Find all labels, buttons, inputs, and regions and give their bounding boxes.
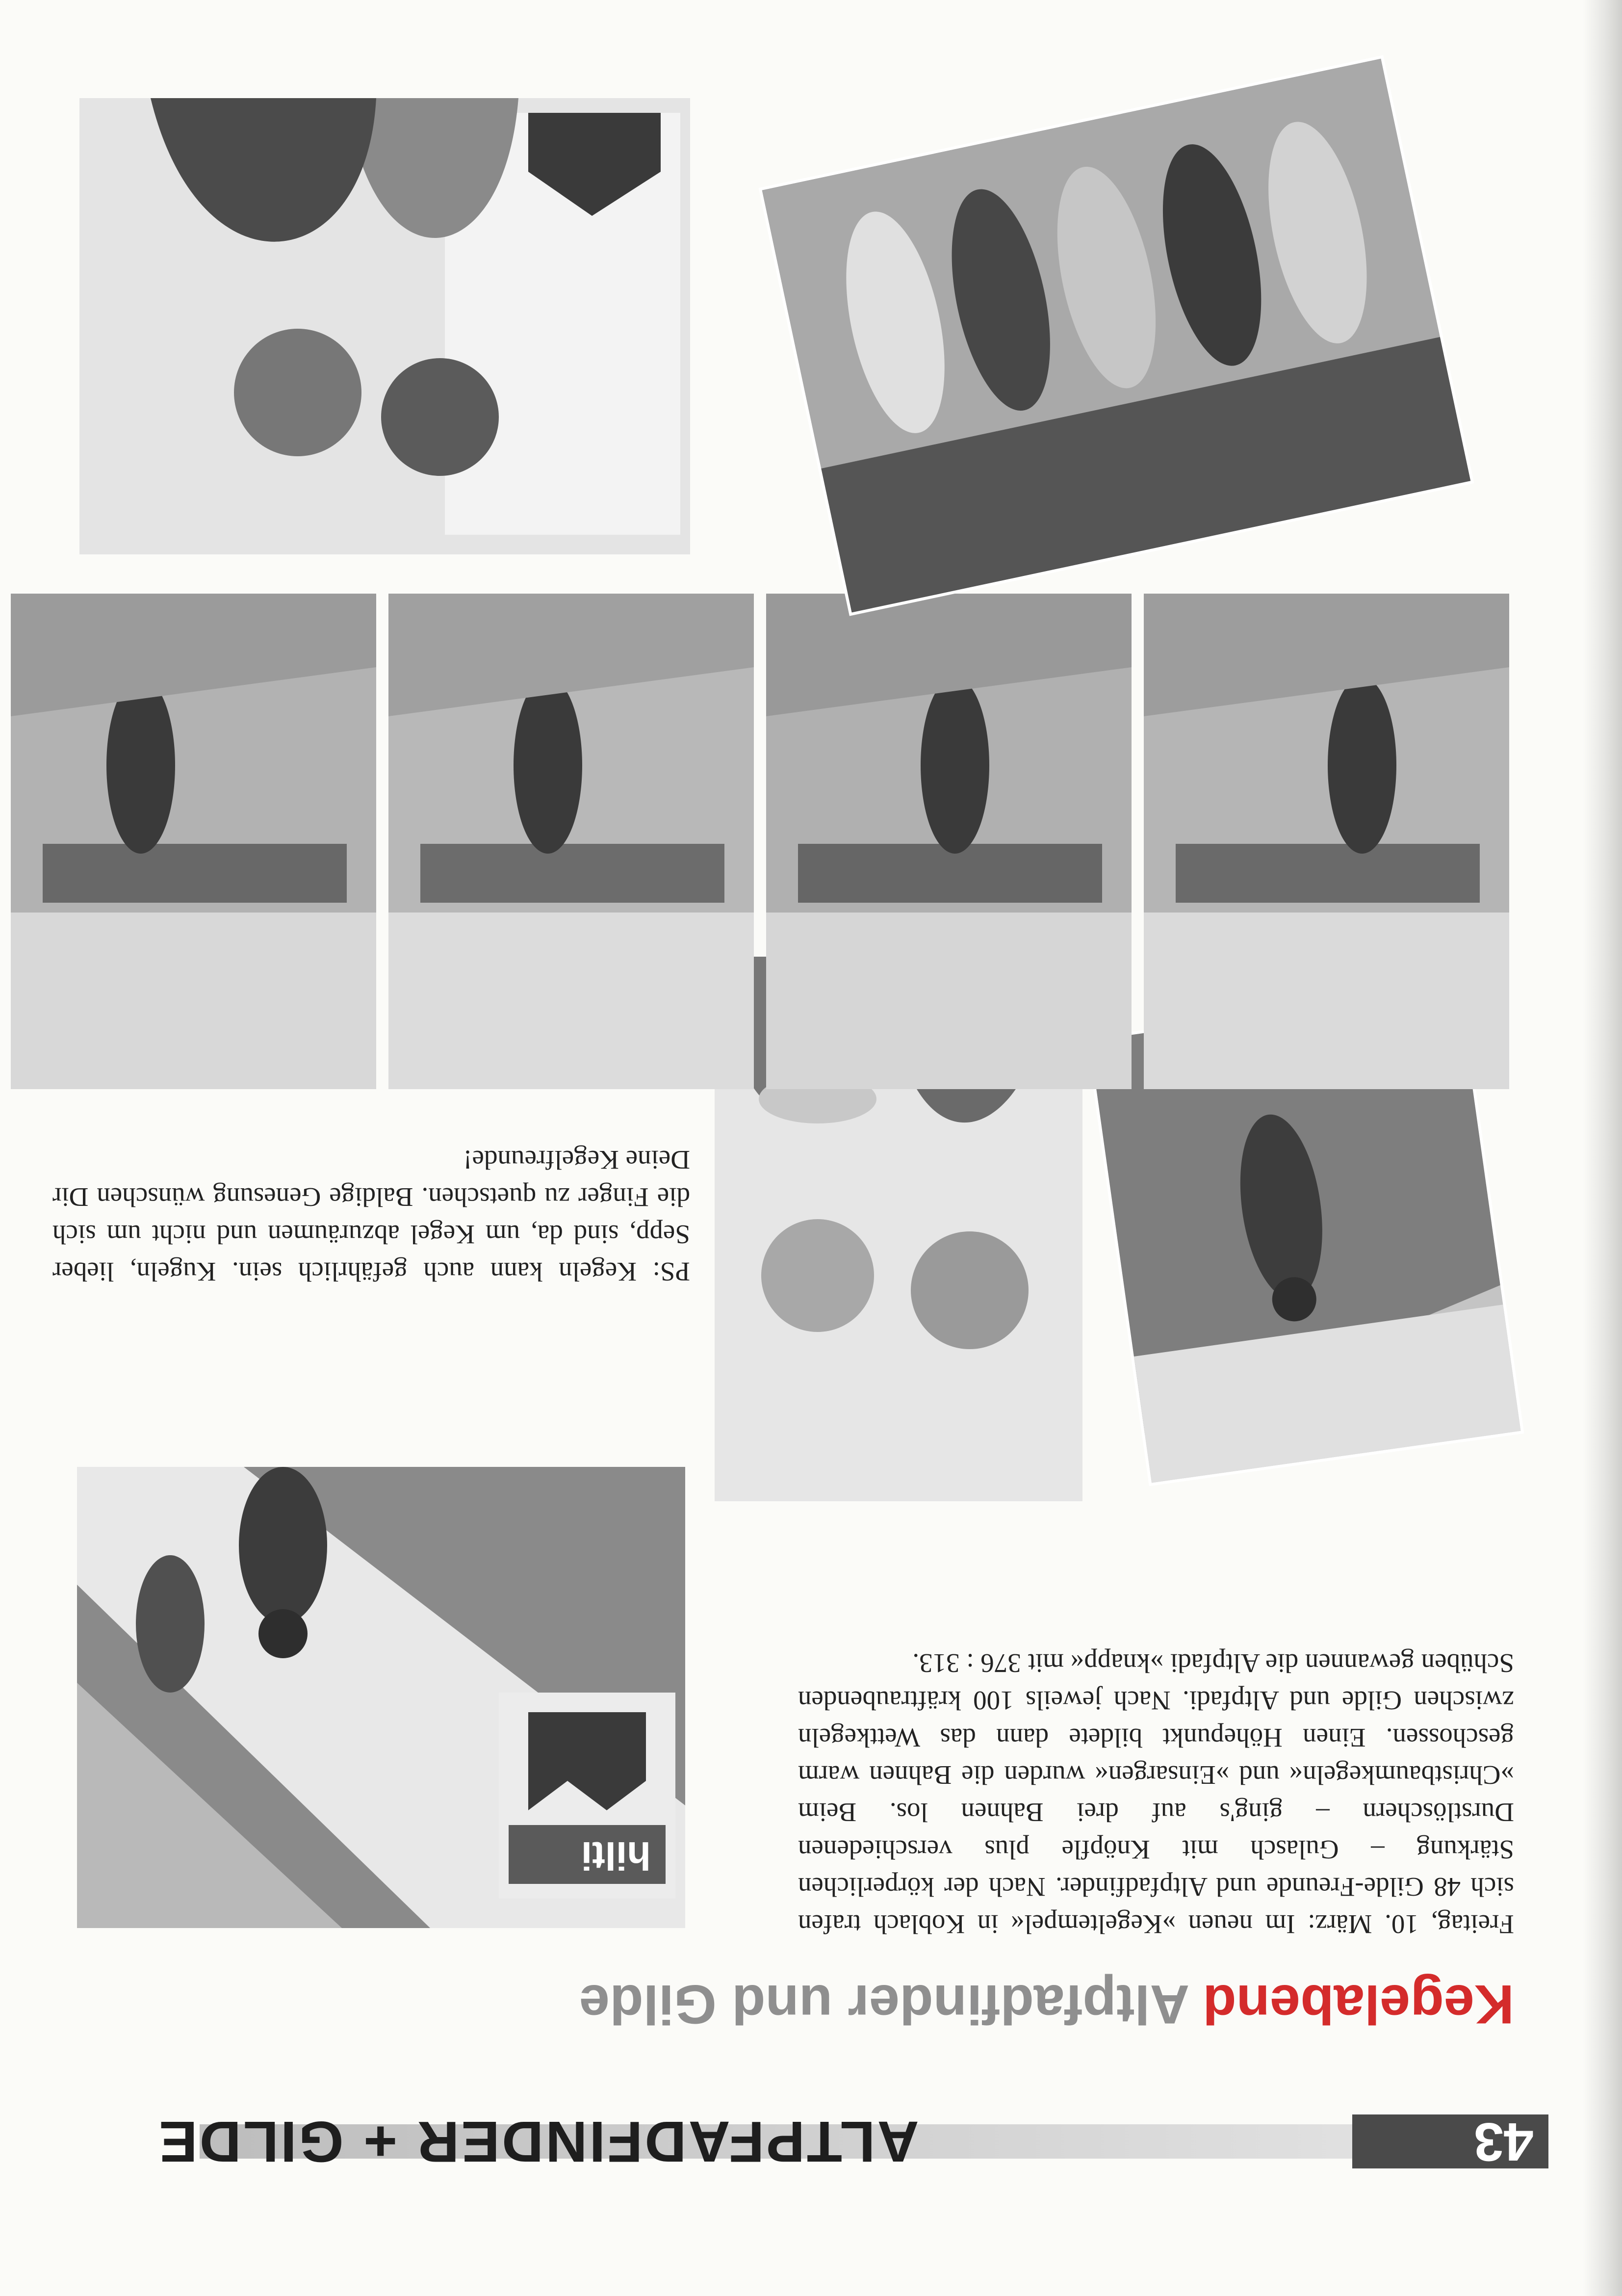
photo-strip-1-image <box>1144 594 1509 1089</box>
photo-strip-3-image <box>388 594 754 1089</box>
photo-bowling-lane-sign <box>77 1467 685 1928</box>
headline-rest: Altpfadfinder und Gilde <box>579 1974 1190 2035</box>
photo-strip-2-image <box>766 594 1132 1089</box>
photo-man-woman <box>79 98 690 554</box>
photo-group-tilted-image <box>762 59 1471 613</box>
photo-group-tilted <box>758 55 1474 616</box>
page-number: 43 <box>1473 2112 1534 2172</box>
photo-strip-1 <box>1144 594 1509 1089</box>
photo-strip-2 <box>766 594 1132 1089</box>
photo-strip-4-image <box>11 594 376 1089</box>
article-ps: PS: Kegeln kann auch gefährlich sein. Kugeln, lieber Sepp, sind da, um Kegel abzuräumen und nicht um sich die Finger zu quetschen. Baldige Genesung wünschen Dir Deine Kegelfreunde! <box>52 1145 690 1287</box>
article-body: Freitag, 10. März: Im neuen »Kegeltempel« in Koblach trafen sich 48 Gilde-Freunde und Altpfadfinder. Nach der körperlichen Stärkung – Gulasch mit Knöpfle plus verschiedenen Durstlöschern – ging's auf drei Bahnen los. Beim »Christbaumkegeln« und »Einsargen« wurden die Bahnen warm geschossen. Einen Höhepunkt bildete dann das Wettkegeln zwischen Gilde und Altpfadi. Nach jeweils 100 kräftraubenden Schüben gewannen die Altpfadi »knapp« mit 376 : 313. <box>798 1648 1514 1939</box>
photo-strip-4 <box>11 594 376 1089</box>
photo-strip-3 <box>388 594 754 1089</box>
photo-bowling-lane-sign-image <box>77 1467 685 1928</box>
article-headline <box>579 1972 1514 2036</box>
sign-lettering: hilti <box>581 1834 651 1878</box>
section-title: ALTPFADFINDER + GILDE <box>157 2109 919 2174</box>
photo-man-woman-image <box>79 98 690 554</box>
headline-accent: Kegelabend <box>1203 1974 1514 2035</box>
